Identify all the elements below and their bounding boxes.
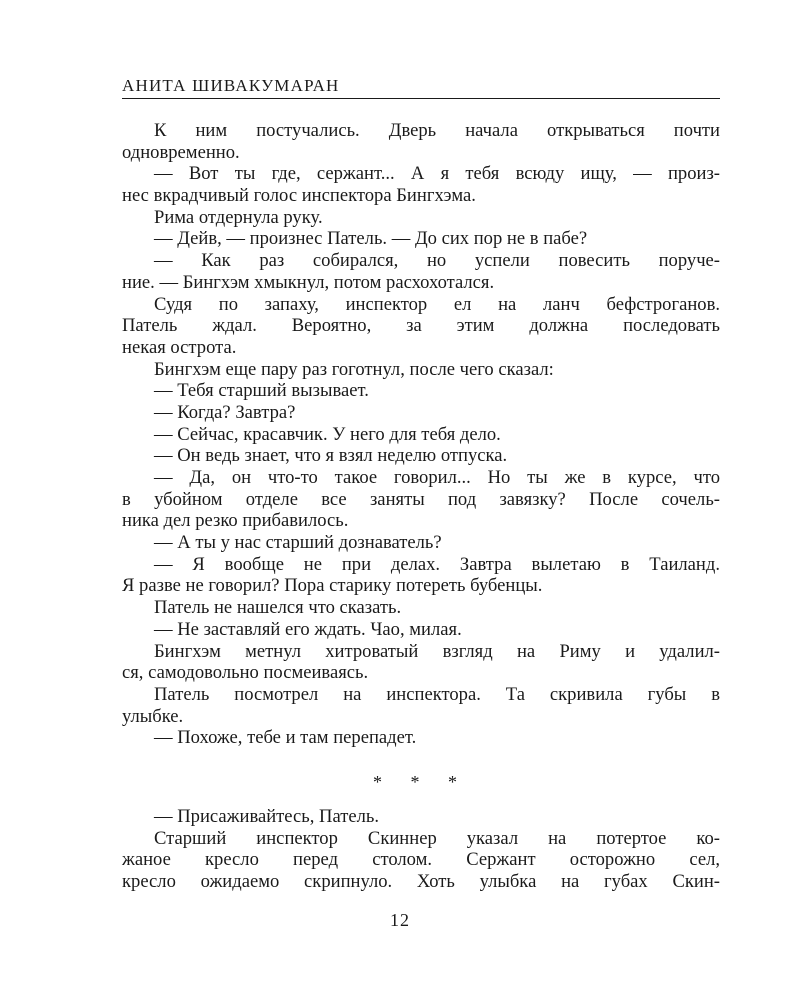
running-head-author: АНИТА ШИВАКУМАРАН [122,76,340,95]
text-line: — А ты у нас старший дознаватель? [154,532,442,554]
text-line: Я разве не говорил? Пора старику потереть бубенцы. [122,575,543,597]
text-line: Бингхэм метнул хитроватый взгляд на Риму и удалил- [154,640,720,662]
text-line: Патель не нашелся что сказать. [154,597,402,619]
text-line: жаное кресло перед столом. Сержант осторожно сел, [122,849,720,871]
text-line: улыбке. [122,705,184,727]
text-line: Старший инспектор Скиннер указал на потертое ко- [154,827,720,849]
text-line: — Не заставляй его ждать. Чао, милая. [154,618,462,640]
text-line: Патель ждал. Вероятно, за этим должна последовать [122,315,720,337]
text-line: — Когда? Завтра? [154,401,296,423]
header-rule [122,98,720,99]
text-line: — Дейв, — произнес Патель. — До сих пор не в пабе? [154,228,588,250]
text-line: — Да, он что-то такое говорил... Но ты же в курсе, что [154,467,720,488]
text-line: — Присаживайтесь, Патель. [154,805,380,827]
page-number: 12 [390,910,410,930]
text-line: нес вкрадчивый голос инспектора Бингхэма. [122,185,476,207]
text-line: — Похоже, тебе и там перепадет. [154,727,417,749]
text-line: ние. — Бингхэм хмыкнул, потом расхохотался. [122,271,495,293]
text-line: Бингхэм еще пару раз гоготнул, после чего сказал: [154,358,554,380]
text-line: в убойном отделе все заняты под завязку? После сочель- [122,488,720,510]
text-line: — Он ведь знает, что я взял неделю отпуска. [154,445,508,467]
text-line: некая острота. [122,336,237,358]
text-line: ника дел резко прибавилось. [122,510,349,532]
text-line: — Как раз собирался, но успели повесить поруче- [154,250,720,272]
text-line: — Вот ты где, сержант... А я тебя всюду ищу, — произ- [154,163,720,185]
body-text [122,120,720,893]
text-line: К ним постучались. Дверь начала открываться почти [154,120,720,141]
text-line: — Тебя старший вызывает. [154,380,369,402]
text-line: — Я вообще не при делах. Завтра вылетаю в Таиланд. [154,553,720,575]
text-line: — Сейчас, красавчик. У него для тебя дело. [154,423,501,445]
text-line: кресло ожидаемо скрипнуло. Хоть улыбка на губах Скин- [122,871,720,892]
section-separator: * * * [373,771,469,792]
text-line: Судя по запаху, инспектор ел на ланч бефстроганов. [154,293,720,315]
text-line: Рима отдернула руку. [154,206,323,228]
text-line: ся, самодовольно посмеиваясь. [122,662,369,684]
text-line: одновременно. [122,141,240,163]
text-line: Патель посмотрел на инспектора. Та скривила губы в [154,683,720,705]
